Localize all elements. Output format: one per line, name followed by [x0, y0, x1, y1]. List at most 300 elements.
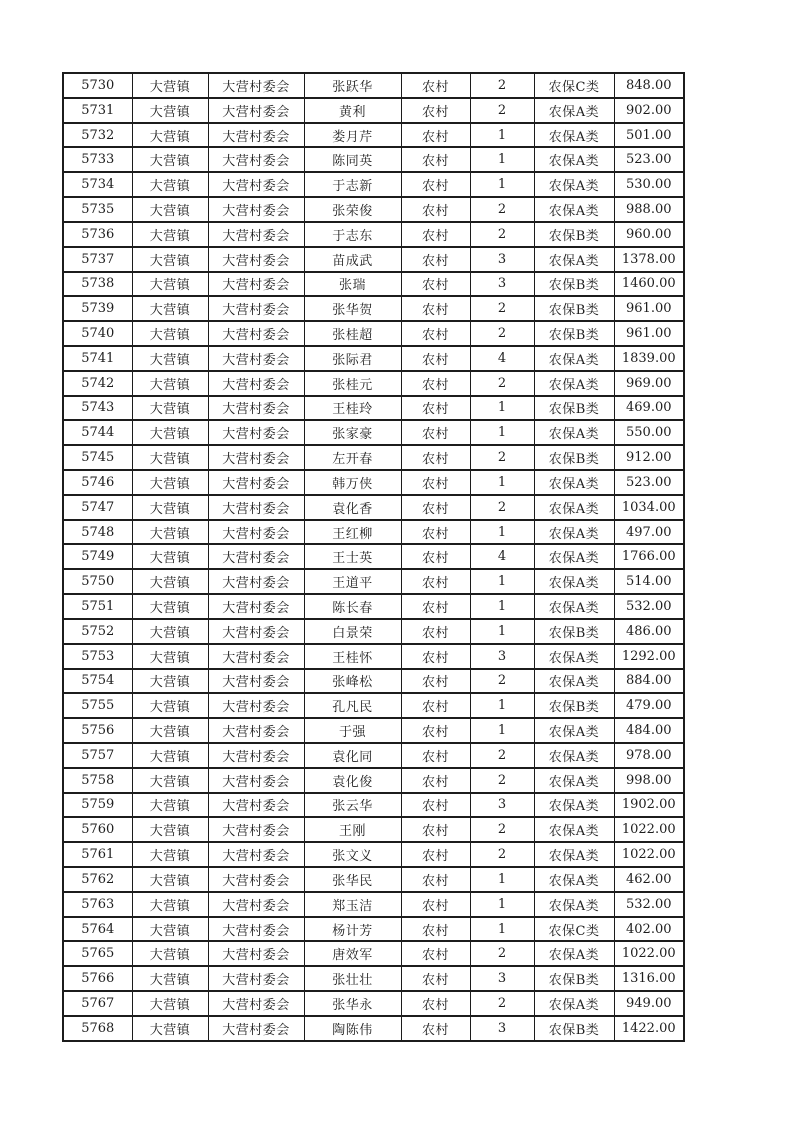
category-cell: 农保B类 — [534, 321, 614, 346]
table-row — [63, 544, 684, 569]
village-cell: 大营村委会 — [208, 247, 304, 272]
amount-cell: 497.00 — [614, 520, 684, 545]
category-cell: 农保A类 — [534, 768, 614, 793]
category-cell: 农保A类 — [534, 594, 614, 619]
serial-cell: 5737 — [63, 247, 132, 272]
residence-cell: 农村 — [401, 892, 470, 917]
serial-cell: 5750 — [63, 569, 132, 594]
village-cell: 大营村委会 — [208, 842, 304, 867]
count-cell: 1 — [470, 693, 534, 718]
serial-cell: 5761 — [63, 842, 132, 867]
count-cell: 3 — [470, 793, 534, 818]
name-cell: 左开春 — [304, 445, 401, 470]
category-cell: 农保A类 — [534, 817, 614, 842]
town-cell: 大营镇 — [132, 619, 208, 644]
table-row — [63, 793, 684, 818]
category-cell: 农保B类 — [534, 693, 614, 718]
residence-cell: 农村 — [401, 1016, 470, 1041]
village-cell: 大营村委会 — [208, 396, 304, 421]
amount-cell: 1902.00 — [614, 793, 684, 818]
amount-cell: 884.00 — [614, 669, 684, 694]
amount-cell: 1034.00 — [614, 495, 684, 520]
town-cell: 大营镇 — [132, 222, 208, 247]
village-cell: 大营村委会 — [208, 743, 304, 768]
name-cell: 张华民 — [304, 867, 401, 892]
payment-roster-table — [62, 72, 685, 1042]
table-row — [63, 172, 684, 197]
name-cell: 郑玉洁 — [304, 892, 401, 917]
residence-cell: 农村 — [401, 73, 470, 98]
village-cell: 大营村委会 — [208, 991, 304, 1016]
town-cell: 大营镇 — [132, 693, 208, 718]
residence-cell: 农村 — [401, 520, 470, 545]
village-cell: 大营村委会 — [208, 172, 304, 197]
village-cell: 大营村委会 — [208, 892, 304, 917]
village-cell: 大营村委会 — [208, 272, 304, 297]
town-cell: 大营镇 — [132, 669, 208, 694]
table-row — [63, 296, 684, 321]
town-cell: 大营镇 — [132, 569, 208, 594]
count-cell: 1 — [470, 917, 534, 942]
category-cell: 农保A类 — [534, 743, 614, 768]
amount-cell: 523.00 — [614, 470, 684, 495]
table-row — [63, 346, 684, 371]
name-cell: 张家豪 — [304, 420, 401, 445]
town-cell: 大营镇 — [132, 172, 208, 197]
amount-cell: 1422.00 — [614, 1016, 684, 1041]
amount-cell: 1766.00 — [614, 544, 684, 569]
count-cell: 3 — [470, 966, 534, 991]
category-cell: 农保B类 — [534, 619, 614, 644]
village-cell: 大营村委会 — [208, 768, 304, 793]
residence-cell: 农村 — [401, 817, 470, 842]
serial-cell: 5732 — [63, 123, 132, 148]
table-row — [63, 917, 684, 942]
serial-cell: 5736 — [63, 222, 132, 247]
count-cell: 3 — [470, 644, 534, 669]
category-cell: 农保A类 — [534, 669, 614, 694]
amount-cell: 978.00 — [614, 743, 684, 768]
amount-cell: 1292.00 — [614, 644, 684, 669]
name-cell: 王桂玲 — [304, 396, 401, 421]
residence-cell: 农村 — [401, 197, 470, 222]
table-row — [63, 966, 684, 991]
town-cell: 大营镇 — [132, 892, 208, 917]
table-row — [63, 272, 684, 297]
table-row — [63, 470, 684, 495]
table-row — [63, 693, 684, 718]
table-row — [63, 867, 684, 892]
category-cell: 农保A类 — [534, 197, 614, 222]
table-row — [63, 197, 684, 222]
serial-cell: 5757 — [63, 743, 132, 768]
village-cell: 大营村委会 — [208, 222, 304, 247]
village-cell: 大营村委会 — [208, 470, 304, 495]
count-cell: 2 — [470, 98, 534, 123]
table-row — [63, 123, 684, 148]
amount-cell: 484.00 — [614, 718, 684, 743]
amount-cell: 550.00 — [614, 420, 684, 445]
residence-cell: 农村 — [401, 396, 470, 421]
name-cell: 张文义 — [304, 842, 401, 867]
table-row — [63, 669, 684, 694]
roster-table-body — [63, 73, 684, 1041]
town-cell: 大营镇 — [132, 991, 208, 1016]
table-row — [63, 892, 684, 917]
serial-cell: 5756 — [63, 718, 132, 743]
name-cell: 张壮壮 — [304, 966, 401, 991]
village-cell: 大营村委会 — [208, 718, 304, 743]
town-cell: 大营镇 — [132, 941, 208, 966]
count-cell: 1 — [470, 892, 534, 917]
serial-cell: 5749 — [63, 544, 132, 569]
count-cell: 2 — [470, 321, 534, 346]
amount-cell: 402.00 — [614, 917, 684, 942]
name-cell: 黄利 — [304, 98, 401, 123]
town-cell: 大营镇 — [132, 644, 208, 669]
town-cell: 大营镇 — [132, 718, 208, 743]
amount-cell: 532.00 — [614, 594, 684, 619]
amount-cell: 523.00 — [614, 147, 684, 172]
category-cell: 农保A类 — [534, 420, 614, 445]
residence-cell: 农村 — [401, 247, 470, 272]
count-cell: 1 — [470, 420, 534, 445]
table-row — [63, 743, 684, 768]
table-row — [63, 594, 684, 619]
category-cell: 农保B类 — [534, 296, 614, 321]
count-cell: 3 — [470, 1016, 534, 1041]
count-cell: 4 — [470, 346, 534, 371]
category-cell: 农保B类 — [534, 272, 614, 297]
serial-cell: 5734 — [63, 172, 132, 197]
village-cell: 大营村委会 — [208, 197, 304, 222]
town-cell: 大营镇 — [132, 917, 208, 942]
serial-cell: 5767 — [63, 991, 132, 1016]
serial-cell: 5751 — [63, 594, 132, 619]
table-row — [63, 147, 684, 172]
name-cell: 陈同英 — [304, 147, 401, 172]
village-cell: 大营村委会 — [208, 296, 304, 321]
amount-cell: 462.00 — [614, 867, 684, 892]
name-cell: 杨计芳 — [304, 917, 401, 942]
village-cell: 大营村委会 — [208, 1016, 304, 1041]
amount-cell: 486.00 — [614, 619, 684, 644]
residence-cell: 农村 — [401, 569, 470, 594]
amount-cell: 949.00 — [614, 991, 684, 1016]
category-cell: 农保A类 — [534, 569, 614, 594]
name-cell: 娄月芹 — [304, 123, 401, 148]
name-cell: 孔凡民 — [304, 693, 401, 718]
town-cell: 大营镇 — [132, 396, 208, 421]
table-row — [63, 842, 684, 867]
count-cell: 1 — [470, 569, 534, 594]
town-cell: 大营镇 — [132, 817, 208, 842]
table-row — [63, 991, 684, 1016]
serial-cell: 5755 — [63, 693, 132, 718]
serial-cell: 5745 — [63, 445, 132, 470]
table-row — [63, 445, 684, 470]
residence-cell: 农村 — [401, 544, 470, 569]
serial-cell: 5731 — [63, 98, 132, 123]
count-cell: 1 — [470, 470, 534, 495]
residence-cell: 农村 — [401, 296, 470, 321]
table-row — [63, 247, 684, 272]
name-cell: 苗成武 — [304, 247, 401, 272]
village-cell: 大营村委会 — [208, 817, 304, 842]
serial-cell: 5760 — [63, 817, 132, 842]
amount-cell: 848.00 — [614, 73, 684, 98]
table-row — [63, 222, 684, 247]
amount-cell: 1022.00 — [614, 842, 684, 867]
serial-cell: 5746 — [63, 470, 132, 495]
residence-cell: 农村 — [401, 147, 470, 172]
serial-cell: 5765 — [63, 941, 132, 966]
village-cell: 大营村委会 — [208, 594, 304, 619]
category-cell: 农保A类 — [534, 991, 614, 1016]
count-cell: 4 — [470, 544, 534, 569]
town-cell: 大营镇 — [132, 98, 208, 123]
serial-cell: 5764 — [63, 917, 132, 942]
table-row — [63, 1016, 684, 1041]
amount-cell: 1022.00 — [614, 817, 684, 842]
residence-cell: 农村 — [401, 371, 470, 396]
residence-cell: 农村 — [401, 222, 470, 247]
town-cell: 大营镇 — [132, 966, 208, 991]
name-cell: 王道平 — [304, 569, 401, 594]
table-row — [63, 619, 684, 644]
table-row — [63, 98, 684, 123]
village-cell: 大营村委会 — [208, 941, 304, 966]
residence-cell: 农村 — [401, 123, 470, 148]
town-cell: 大营镇 — [132, 445, 208, 470]
name-cell: 张跃华 — [304, 73, 401, 98]
name-cell: 张荣俊 — [304, 197, 401, 222]
amount-cell: 902.00 — [614, 98, 684, 123]
count-cell: 1 — [470, 172, 534, 197]
serial-cell: 5763 — [63, 892, 132, 917]
table-row — [63, 396, 684, 421]
amount-cell: 912.00 — [614, 445, 684, 470]
serial-cell: 5730 — [63, 73, 132, 98]
residence-cell: 农村 — [401, 867, 470, 892]
amount-cell: 1022.00 — [614, 941, 684, 966]
category-cell: 农保A类 — [534, 892, 614, 917]
category-cell: 农保A类 — [534, 867, 614, 892]
category-cell: 农保A类 — [534, 793, 614, 818]
residence-cell: 农村 — [401, 445, 470, 470]
amount-cell: 960.00 — [614, 222, 684, 247]
amount-cell: 961.00 — [614, 321, 684, 346]
table-row — [63, 569, 684, 594]
serial-cell: 5733 — [63, 147, 132, 172]
serial-cell: 5744 — [63, 420, 132, 445]
name-cell: 袁化香 — [304, 495, 401, 520]
count-cell: 2 — [470, 941, 534, 966]
count-cell: 1 — [470, 396, 534, 421]
category-cell: 农保A类 — [534, 520, 614, 545]
residence-cell: 农村 — [401, 941, 470, 966]
amount-cell: 514.00 — [614, 569, 684, 594]
name-cell: 袁化俊 — [304, 768, 401, 793]
village-cell: 大营村委会 — [208, 123, 304, 148]
village-cell: 大营村委会 — [208, 420, 304, 445]
category-cell: 农保B类 — [534, 445, 614, 470]
serial-cell: 5739 — [63, 296, 132, 321]
name-cell: 韩万侠 — [304, 470, 401, 495]
name-cell: 白景荣 — [304, 619, 401, 644]
town-cell: 大营镇 — [132, 842, 208, 867]
category-cell: 农保A类 — [534, 98, 614, 123]
amount-cell: 479.00 — [614, 693, 684, 718]
serial-cell: 5762 — [63, 867, 132, 892]
amount-cell: 469.00 — [614, 396, 684, 421]
category-cell: 农保A类 — [534, 371, 614, 396]
serial-cell: 5752 — [63, 619, 132, 644]
name-cell: 张桂元 — [304, 371, 401, 396]
table-row — [63, 718, 684, 743]
amount-cell: 1839.00 — [614, 346, 684, 371]
town-cell: 大营镇 — [132, 197, 208, 222]
village-cell: 大营村委会 — [208, 569, 304, 594]
count-cell: 2 — [470, 669, 534, 694]
town-cell: 大营镇 — [132, 296, 208, 321]
residence-cell: 农村 — [401, 272, 470, 297]
village-cell: 大营村委会 — [208, 98, 304, 123]
name-cell: 张华贺 — [304, 296, 401, 321]
serial-cell: 5740 — [63, 321, 132, 346]
town-cell: 大营镇 — [132, 247, 208, 272]
residence-cell: 农村 — [401, 98, 470, 123]
category-cell: 农保A类 — [534, 644, 614, 669]
count-cell: 3 — [470, 247, 534, 272]
town-cell: 大营镇 — [132, 147, 208, 172]
amount-cell: 530.00 — [614, 172, 684, 197]
serial-cell: 5747 — [63, 495, 132, 520]
town-cell: 大营镇 — [132, 321, 208, 346]
serial-cell: 5741 — [63, 346, 132, 371]
residence-cell: 农村 — [401, 619, 470, 644]
category-cell: 农保A类 — [534, 842, 614, 867]
serial-cell: 5753 — [63, 644, 132, 669]
village-cell: 大营村委会 — [208, 520, 304, 545]
village-cell: 大营村委会 — [208, 669, 304, 694]
town-cell: 大营镇 — [132, 1016, 208, 1041]
amount-cell: 988.00 — [614, 197, 684, 222]
count-cell: 1 — [470, 123, 534, 148]
count-cell: 2 — [470, 296, 534, 321]
residence-cell: 农村 — [401, 718, 470, 743]
town-cell: 大营镇 — [132, 123, 208, 148]
residence-cell: 农村 — [401, 321, 470, 346]
count-cell: 1 — [470, 147, 534, 172]
town-cell: 大营镇 — [132, 346, 208, 371]
residence-cell: 农村 — [401, 172, 470, 197]
town-cell: 大营镇 — [132, 420, 208, 445]
amount-cell: 532.00 — [614, 892, 684, 917]
village-cell: 大营村委会 — [208, 693, 304, 718]
count-cell: 2 — [470, 842, 534, 867]
count-cell: 1 — [470, 594, 534, 619]
count-cell: 1 — [470, 718, 534, 743]
table-row — [63, 941, 684, 966]
count-cell: 2 — [470, 445, 534, 470]
residence-cell: 农村 — [401, 693, 470, 718]
amount-cell: 969.00 — [614, 371, 684, 396]
residence-cell: 农村 — [401, 594, 470, 619]
serial-cell: 5735 — [63, 197, 132, 222]
town-cell: 大营镇 — [132, 793, 208, 818]
count-cell: 2 — [470, 991, 534, 1016]
category-cell: 农保A类 — [534, 172, 614, 197]
amount-cell: 961.00 — [614, 296, 684, 321]
residence-cell: 农村 — [401, 644, 470, 669]
category-cell: 农保A类 — [534, 123, 614, 148]
village-cell: 大营村委会 — [208, 544, 304, 569]
village-cell: 大营村委会 — [208, 346, 304, 371]
village-cell: 大营村委会 — [208, 644, 304, 669]
name-cell: 张峰松 — [304, 669, 401, 694]
town-cell: 大营镇 — [132, 470, 208, 495]
residence-cell: 农村 — [401, 346, 470, 371]
category-cell: 农保C类 — [534, 73, 614, 98]
residence-cell: 农村 — [401, 966, 470, 991]
serial-cell: 5743 — [63, 396, 132, 421]
serial-cell: 5738 — [63, 272, 132, 297]
village-cell: 大营村委会 — [208, 917, 304, 942]
town-cell: 大营镇 — [132, 371, 208, 396]
residence-cell: 农村 — [401, 743, 470, 768]
town-cell: 大营镇 — [132, 743, 208, 768]
village-cell: 大营村委会 — [208, 321, 304, 346]
count-cell: 2 — [470, 222, 534, 247]
table-row — [63, 321, 684, 346]
category-cell: 农保A类 — [534, 495, 614, 520]
count-cell: 1 — [470, 520, 534, 545]
amount-cell: 1316.00 — [614, 966, 684, 991]
count-cell: 2 — [470, 371, 534, 396]
count-cell: 2 — [470, 743, 534, 768]
residence-cell: 农村 — [401, 991, 470, 1016]
name-cell: 于志新 — [304, 172, 401, 197]
name-cell: 张华永 — [304, 991, 401, 1016]
table-row — [63, 644, 684, 669]
town-cell: 大营镇 — [132, 594, 208, 619]
residence-cell: 农村 — [401, 669, 470, 694]
name-cell: 于强 — [304, 718, 401, 743]
residence-cell: 农村 — [401, 917, 470, 942]
count-cell: 2 — [470, 73, 534, 98]
town-cell: 大营镇 — [132, 73, 208, 98]
residence-cell: 农村 — [401, 768, 470, 793]
residence-cell: 农村 — [401, 420, 470, 445]
category-cell: 农保A类 — [534, 147, 614, 172]
count-cell: 2 — [470, 197, 534, 222]
village-cell: 大营村委会 — [208, 147, 304, 172]
category-cell: 农保A类 — [534, 247, 614, 272]
name-cell: 袁化同 — [304, 743, 401, 768]
category-cell: 农保A类 — [534, 346, 614, 371]
count-cell: 2 — [470, 495, 534, 520]
table-row — [63, 817, 684, 842]
village-cell: 大营村委会 — [208, 793, 304, 818]
name-cell: 王士英 — [304, 544, 401, 569]
category-cell: 农保A类 — [534, 470, 614, 495]
table-row — [63, 495, 684, 520]
count-cell: 3 — [470, 272, 534, 297]
name-cell: 张云华 — [304, 793, 401, 818]
village-cell: 大营村委会 — [208, 445, 304, 470]
category-cell: 农保B类 — [534, 396, 614, 421]
